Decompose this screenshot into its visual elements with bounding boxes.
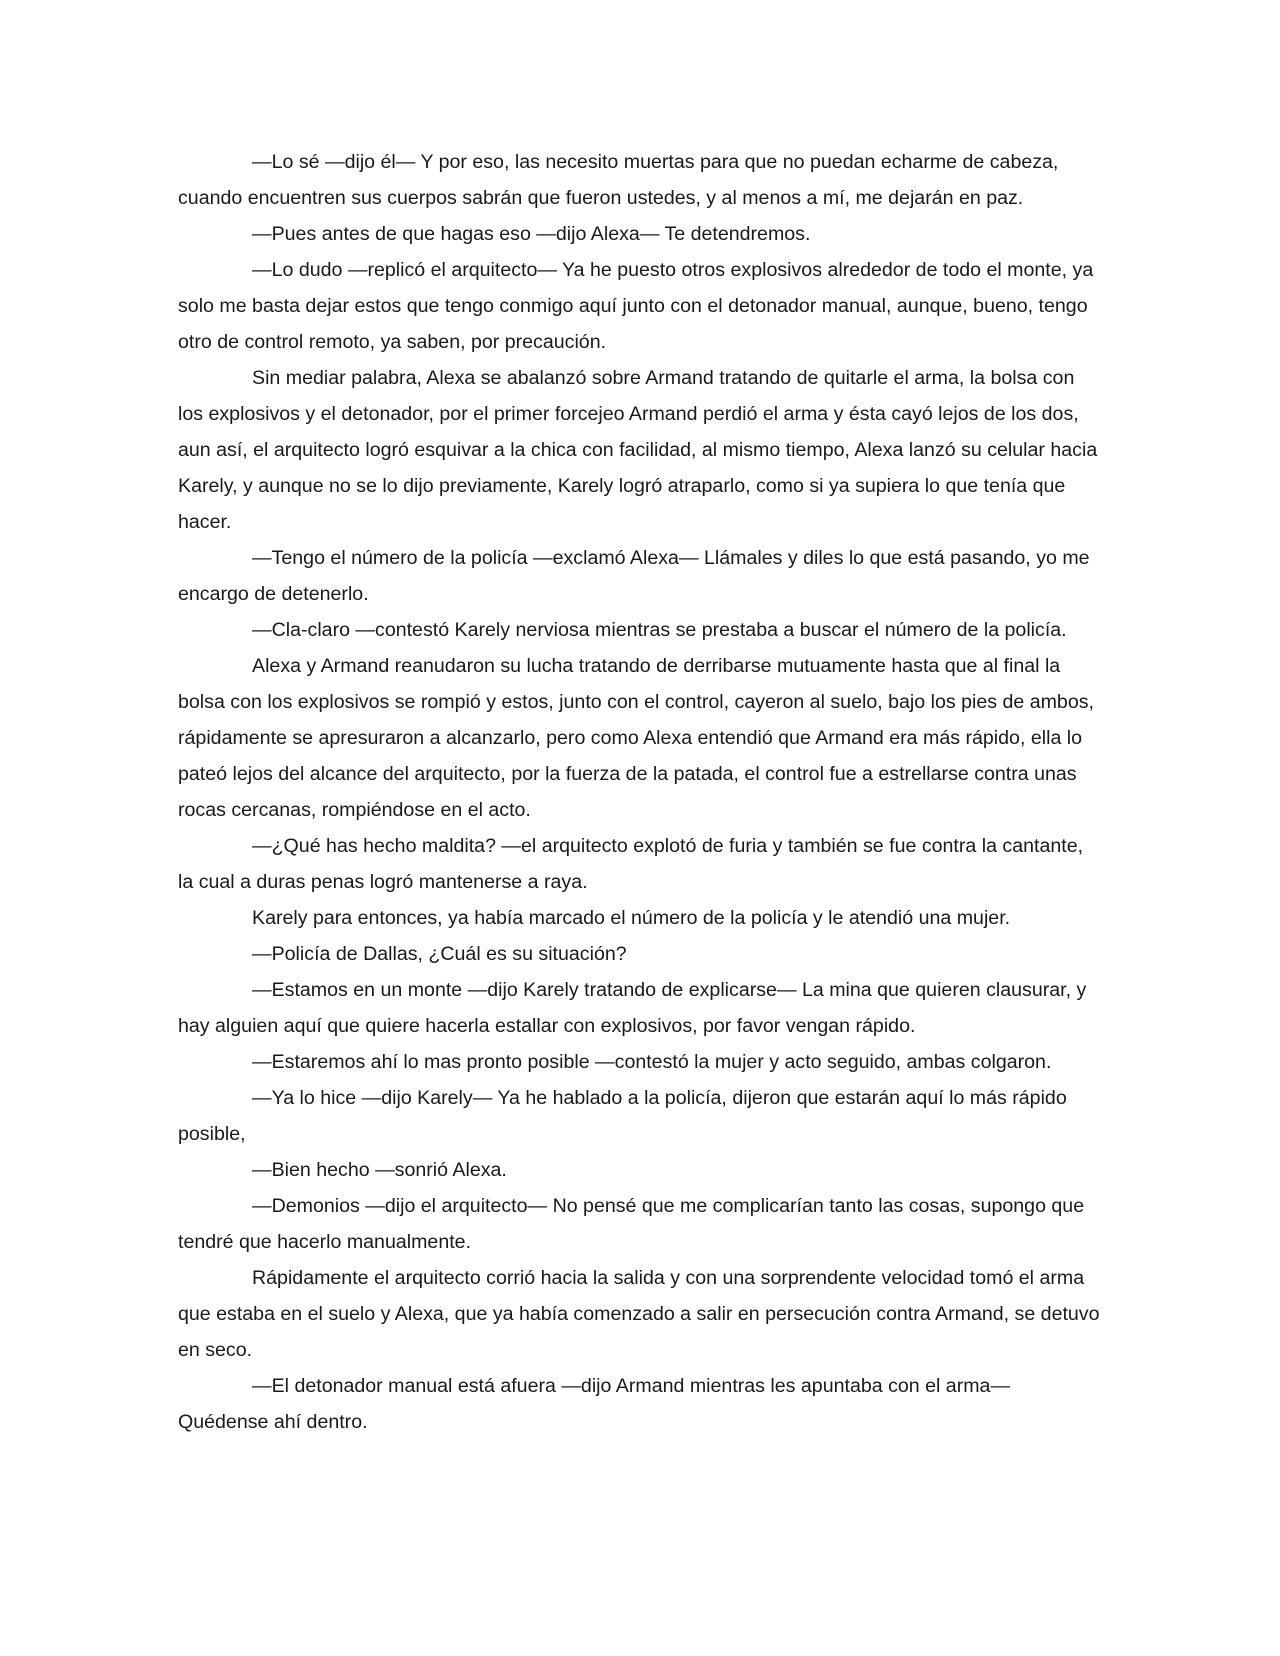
paragraph: —Estamos en un monte —dijo Karely tratando de explicarse— La mina que quieren clausurar, y hay alguien aquí que quiere hacerla estallar con explosivos, por favor vengan rápido.	[178, 979, 1087, 1037]
paragraph: Karely para entonces, ya había marcado el número de la policía y le atendió una mujer.	[252, 907, 1011, 929]
paragraph: —Policía de Dallas, ¿Cuál es su situación?	[252, 943, 627, 965]
paragraph: —Demonios —dijo el arquitecto— No pensé que me complicarían tanto las cosas, supongo que tendré que hacerlo manualmente.	[178, 1195, 1085, 1253]
paragraph: —Cla-claro —contestó Karely nerviosa mientras se prestaba a buscar el número de la policía.	[252, 619, 1067, 641]
paragraph: —Bien hecho —sonrió Alexa.	[252, 1159, 507, 1181]
paragraph: —¿Qué has hecho maldita? —el arquitecto explotó de furia y también se fue contra la cantante, la cual a duras penas logró mantenerse a raya.	[178, 835, 1084, 893]
paragraph: —Lo sé —dijo él— Y por eso, las necesito muertas para que no puedan echarme de cabeza, cuando encuentren sus cuerpos sabrán que fueron ustedes, y al menos a mí, me dejarán en paz.	[178, 151, 1059, 209]
paragraph: —Ya lo hice —dijo Karely— Ya he hablado a la policía, dijeron que estarán aquí lo más rápido posible,	[178, 1087, 1067, 1145]
paragraph: —Tengo el número de la policía —exclamó Alexa— Llámales y diles lo que está pasando, yo me encargo de detenerlo.	[178, 547, 1090, 605]
paragraph: Sin mediar palabra, Alexa se abalanzó sobre Armand tratando de quitarle el arma, la bolsa con los explosivos y el detonador, por el primer forcejeo Armand perdió el arma y ésta cayó lejos de los dos, aun así, el arquitecto logró esquivar a la chica con facilidad, al mismo tiempo, Alexa lanzó su celular hacia Karely, y aunque no se lo dijo previamente, Karely logró atraparlo, como si ya supiera lo que tenía que hacer.	[178, 367, 1098, 533]
paragraph: —El detonador manual está afuera —dijo Armand mientras les apuntaba con el arma— Quédense ahí dentro.	[178, 1375, 1011, 1433]
paragraph: —Pues antes de que hagas eso —dijo Alexa— Te detendremos.	[252, 223, 811, 245]
paragraph: —Lo dudo —replicó el arquitecto— Ya he puesto otros explosivos alrededor de todo el monte, ya solo me basta dejar estos que tengo conmigo aquí junto con el detonador manual, aunque, bueno, tengo otro de control remoto, ya saben, por precaución.	[178, 259, 1094, 353]
body-text	[178, 144, 1102, 1440]
paragraph: —Estaremos ahí lo mas pronto posible —contestó la mujer y acto seguido, ambas colgaron.	[252, 1051, 1052, 1073]
paragraph: Alexa y Armand reanudaron su lucha tratando de derribarse mutuamente hasta que al final la bolsa con los explosivos se rompió y estos, junto con el control, cayeron al suelo, bajo los pies de ambos, rápidamente se apresuraron a alcanzarlo, pero como Alexa entendió que Armand era más rápido, ella lo pateó lejos del alcance del arquitecto, por la fuerza de la patada, el control fue a estrellarse contra unas rocas cercanas, rompiéndose en el acto.	[178, 655, 1094, 821]
paragraph: Rápidamente el arquitecto corrió hacia la salida y con una sorprendente velocidad tomó el arma que estaba en el suelo y Alexa, que ya había comenzado a salir en persecución contra Armand, se detuvo en seco.	[178, 1267, 1100, 1361]
